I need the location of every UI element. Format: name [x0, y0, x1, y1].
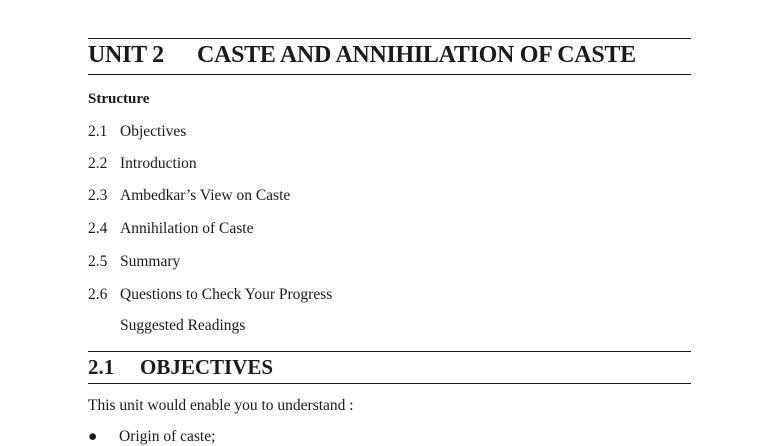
toc-item: [88, 253, 180, 271]
section-bottom-rule: [88, 383, 691, 384]
toc-item-number: 2.2: [88, 155, 108, 172]
toc-item-label: Suggested Readings: [120, 317, 246, 334]
toc-item-number: 2.3: [88, 187, 108, 204]
toc-item: [88, 220, 253, 238]
toc-item: [88, 123, 186, 141]
section-top-rule: [88, 351, 691, 352]
toc-item-number: 2.1: [88, 123, 108, 140]
unit-heading: [88, 42, 636, 69]
toc-item-number: 2.4: [88, 220, 108, 237]
toc-item-label: Objectives: [120, 123, 187, 140]
toc-item: [88, 317, 245, 335]
unit-number: UNIT 2: [88, 42, 164, 68]
bullet-item: [88, 428, 215, 446]
toc-item-label: Annihilation of Caste: [120, 220, 254, 237]
bullet-text: Origin of caste;: [119, 428, 216, 445]
unit-title-underline: [88, 74, 691, 75]
toc-item-label: Questions to Check Your Progress: [120, 286, 333, 303]
toc-item-number: 2.5: [88, 253, 108, 270]
bullet-icon: ●: [88, 428, 98, 445]
section-heading: [88, 355, 273, 380]
toc-item-label: Ambedkar’s View on Caste: [120, 187, 291, 204]
structure-heading: Structure: [88, 91, 150, 107]
toc-item-label: Introduction: [120, 155, 197, 172]
top-rule: [88, 38, 691, 39]
unit-title: CASTE AND ANNIHILATION OF CASTE: [197, 42, 636, 68]
toc-item: [88, 155, 197, 173]
section-intro: This unit would enable you to understand :: [88, 397, 354, 414]
section-title: OBJECTIVES: [140, 355, 274, 379]
toc-item-label: Summary: [120, 253, 181, 270]
section-number: 2.1: [88, 355, 115, 379]
toc-item-number: 2.6: [88, 286, 108, 303]
toc-item: [88, 187, 290, 205]
toc-item: [88, 286, 332, 304]
